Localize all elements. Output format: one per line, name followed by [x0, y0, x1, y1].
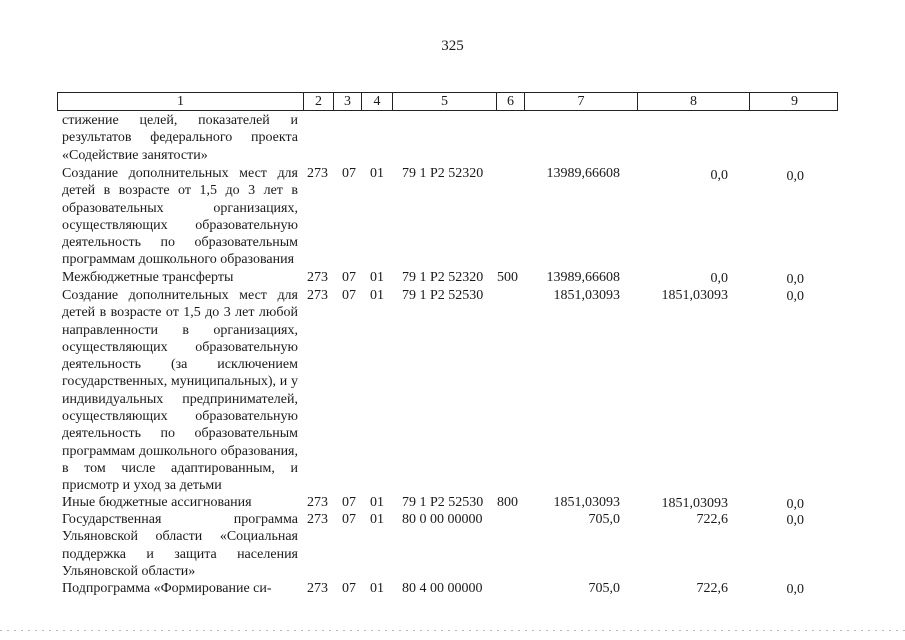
row-amount-1: 705,0 — [588, 581, 620, 596]
row-admin-code: 273 — [307, 581, 328, 596]
row-amount-1: 13989,66608 — [546, 166, 620, 181]
page-bottom-edge — [0, 630, 905, 631]
row-section: 07 — [342, 581, 356, 596]
row-amount-2: 722,6 — [696, 581, 728, 596]
row-subsection: 01 — [370, 495, 384, 510]
header-col-8: 8 — [637, 93, 749, 110]
header-col-1: 1 — [177, 94, 184, 109]
row-description: Создание дополнительных мест для детей в возрасте от 1,5 до 3 лет в образовательных организациях, осуществляющих образовательную деятельность по образовательным программам дошкольного образования — [62, 166, 298, 268]
row-amount-3: 0,0 — [786, 289, 804, 304]
row-amount-2: 722,6 — [696, 512, 728, 527]
header-col-2: 2 — [303, 93, 333, 110]
row-section: 07 — [342, 270, 356, 285]
row-section: 07 — [342, 512, 356, 527]
row-target-article: 79 1 P2 52530 — [402, 288, 484, 303]
header-col-5: 5 — [392, 93, 496, 110]
row-amount-2: 0,0 — [710, 168, 728, 183]
row-description: стижение целей, показателей и результатов федерального проекта «Содействие занятости» — [62, 113, 298, 163]
row-expense-type: 500 — [497, 270, 518, 285]
row-amount-3: 0,0 — [786, 169, 804, 184]
row-amount-3: 0,0 — [786, 582, 804, 597]
row-subsection: 01 — [370, 166, 384, 181]
row-amount-1: 1851,03093 — [553, 495, 620, 510]
row-admin-code: 273 — [307, 288, 328, 303]
row-expense-type: 800 — [497, 495, 518, 510]
page-number: 325 — [441, 38, 464, 54]
row-admin-code: 273 — [307, 270, 328, 285]
row-description: Создание дополнительных мест для детей в возрасте от 1,5 до 3 лет любой направленности в организациях, осуществляющих образовательную деятельность (за исключением государственных, муниципальных), и у индивидуальных предпринимателей, осуществляющих образовательную деятельность по образовательным программам дошкольного образования, в том числе адаптированным, и присмотр и уход за детьми — [62, 288, 298, 494]
row-target-article: 80 4 00 00000 — [402, 581, 483, 596]
row-subsection: 01 — [370, 288, 384, 303]
row-description: Государственная программа Ульяновской области «Социальная поддержка и защита населения Ульяновской области» — [62, 512, 298, 579]
row-section: 07 — [342, 495, 356, 510]
row-amount-2: 1851,03093 — [661, 496, 728, 511]
header-col-4: 4 — [361, 93, 392, 110]
row-amount-1: 705,0 — [588, 512, 620, 527]
row-target-article: 80 0 00 00000 — [402, 512, 483, 527]
row-amount-3: 0,0 — [786, 513, 804, 528]
header-col-3: 3 — [333, 93, 361, 110]
row-admin-code: 273 — [307, 495, 328, 510]
header-col-6: 6 — [496, 93, 524, 110]
row-target-article: 79 1 P2 52530 — [402, 495, 484, 510]
row-target-article: 79 1 P2 52320 — [402, 270, 484, 285]
row-amount-3: 0,0 — [786, 497, 804, 512]
row-amount-3: 0,0 — [786, 272, 804, 287]
row-amount-2: 0,0 — [710, 271, 728, 286]
row-description: Иные бюджетные ассигнования — [62, 495, 252, 510]
table-header — [57, 92, 838, 111]
row-amount-2: 1851,03093 — [661, 288, 728, 303]
row-subsection: 01 — [370, 512, 384, 527]
row-amount-1: 1851,03093 — [553, 288, 620, 303]
row-amount-1: 13989,66608 — [546, 270, 620, 285]
row-section: 07 — [342, 288, 356, 303]
row-subsection: 01 — [370, 581, 384, 596]
header-col-7: 7 — [524, 93, 637, 110]
row-subsection: 01 — [370, 270, 384, 285]
row-admin-code: 273 — [307, 512, 328, 527]
row-admin-code: 273 — [307, 166, 328, 181]
row-description: Подпрограмма «Формирование си- — [62, 581, 272, 596]
header-col-9: 9 — [749, 93, 839, 110]
row-section: 07 — [342, 166, 356, 181]
row-target-article: 79 1 P2 52320 — [402, 166, 484, 181]
row-description: Межбюджетные трансферты — [62, 270, 234, 285]
